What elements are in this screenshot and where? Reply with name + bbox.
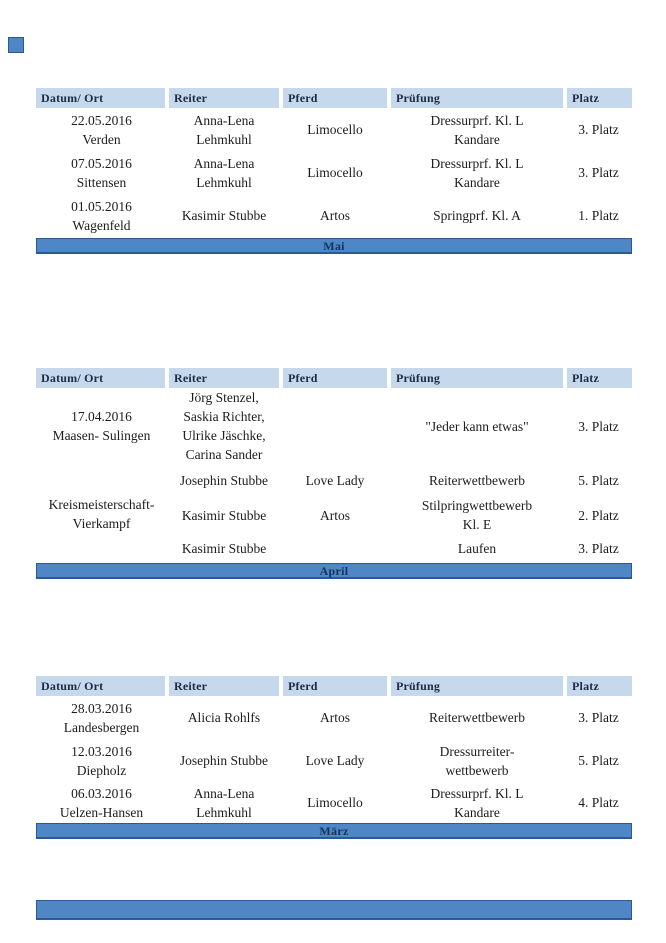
- table-cell: Anna-Lena Lehmkuhl: [193, 785, 255, 820]
- table-body: [36, 696, 632, 823]
- table-cell: Kasimir Stubbe: [181, 541, 267, 556]
- table-cell: Stilpringwettbewerb Kl. E: [421, 498, 533, 532]
- column-header: Prüfung: [389, 368, 565, 388]
- column-header: Pferd: [281, 368, 389, 388]
- table-cell: Love Lady: [305, 472, 365, 488]
- table-cell: Kasimir Stubbe: [181, 208, 267, 223]
- table-cell: Dressurprf. Kl. L Kandare: [430, 112, 524, 147]
- blue-square-decoration: [8, 37, 24, 53]
- month-banner-label: April: [319, 563, 349, 578]
- table-cell: 28.03.2016 Landesbergen: [63, 700, 140, 735]
- header-row: [36, 368, 632, 388]
- table-cell: [281, 388, 389, 464]
- table-row: [36, 739, 632, 782]
- table-cell: Anna-Lena Lehmkuhl: [193, 112, 255, 147]
- table-cell: 07.05.2016 Sittensen: [71, 155, 132, 190]
- table-cell: Dressurprf. Kl. L Kandare: [430, 155, 524, 190]
- header-row: [36, 88, 632, 108]
- results-table-april: [36, 368, 632, 563]
- table-cell: Josephin Stubbe: [179, 753, 269, 768]
- column-header: Reiter: [167, 368, 281, 388]
- table-cell: Artos: [320, 507, 350, 523]
- table-body: [36, 108, 632, 237]
- table-cell: Anna-Lena Lehmkuhl: [193, 155, 255, 190]
- table-cell: Dressurprf. Kl. L Kandare: [430, 785, 524, 820]
- column-header: Prüfung: [389, 676, 565, 696]
- table-row: [36, 782, 632, 823]
- table-cell: 1. Platz: [578, 208, 619, 223]
- header-row: [36, 676, 632, 696]
- column-header: Datum/ Ort: [36, 368, 167, 388]
- table-cell: Limocello: [307, 795, 363, 810]
- month-banner-label: März: [319, 823, 349, 838]
- table-cell: 5. Platz: [578, 753, 619, 768]
- table-cell: 4. Platz: [578, 795, 619, 810]
- column-header: Datum/ Ort: [36, 676, 167, 696]
- table-cell: [281, 534, 389, 563]
- bottom-month-bar-decoration: [36, 900, 632, 920]
- column-header: Reiter: [167, 88, 281, 108]
- month-banner-mai: [36, 238, 632, 254]
- column-header: Reiter: [167, 676, 281, 696]
- table-cell: Jörg Stenzel, Saskia Richter, Ulrike Jäschke, Carina Sander: [182, 390, 266, 462]
- table-cell: Artos: [320, 710, 350, 725]
- table-cell: Josephin Stubbe: [179, 472, 269, 488]
- month-banner-maerz: [36, 823, 632, 839]
- table-cell: Laufen: [457, 541, 497, 556]
- table-cell: 17.04.2016 Maasen- Sulingen: [52, 409, 151, 443]
- table-cell: Love Lady: [305, 753, 365, 768]
- table-row: [36, 388, 632, 464]
- column-header: Platz: [565, 368, 632, 388]
- results-section-mai: [36, 88, 632, 254]
- table-cell: Reiterwettbewerb: [429, 472, 525, 488]
- table-cell: 5. Platz: [578, 472, 619, 488]
- table-row: [36, 194, 632, 237]
- column-header: Pferd: [281, 676, 389, 696]
- results-section-april: [36, 368, 632, 579]
- results-table-mai: [36, 88, 632, 237]
- column-header: Datum/ Ort: [36, 88, 167, 108]
- table-cell: 3. Platz: [578, 418, 619, 434]
- table-cell: Springprf. Kl. A: [433, 208, 521, 223]
- column-header: Platz: [565, 88, 632, 108]
- table-cell: 3. Platz: [578, 122, 619, 137]
- table-cell: 06.03.2016 Uelzen-Hansen: [59, 785, 144, 820]
- table-cell: 22.05.2016 Verden: [71, 112, 132, 147]
- table-row: [36, 696, 632, 739]
- table-row: [36, 108, 632, 151]
- month-banner-april: [36, 563, 632, 579]
- table-cell: 01.05.2016 Wagenfeld: [71, 198, 132, 233]
- results-section-maerz: [36, 676, 632, 839]
- table-cell: Kasimir Stubbe: [181, 507, 267, 523]
- table-cell: Alicia Rohlfs: [187, 710, 261, 725]
- table-cell: 12.03.2016 Diepholz: [71, 743, 132, 778]
- table-cell: Reiterwettbewerb: [429, 710, 525, 725]
- column-header: Platz: [565, 676, 632, 696]
- table-cell: Kreismeisterschaft- Vierkampf: [48, 496, 155, 531]
- column-header: Pferd: [281, 88, 389, 108]
- table-row: [36, 464, 632, 496]
- table-cell: Limocello: [307, 122, 363, 137]
- table-cell: 2. Platz: [578, 507, 619, 523]
- table-cell: 3. Platz: [578, 165, 619, 180]
- table-cell: 3. Platz: [578, 710, 619, 725]
- table-cell: Dressurreiter- wettbewerb: [439, 743, 515, 778]
- table-body: [36, 388, 632, 563]
- table-cell: "Jeder kann etwas": [425, 418, 529, 434]
- month-banner-label: Mai: [323, 238, 345, 253]
- results-table-maerz: [36, 676, 632, 823]
- column-header: Prüfung: [389, 88, 565, 108]
- table-row: [36, 151, 632, 194]
- table-cell: Limocello: [307, 165, 363, 180]
- table-cell: Artos: [320, 208, 350, 223]
- table-header: [36, 88, 632, 108]
- table-cell: 3. Platz: [578, 541, 619, 556]
- table-header: [36, 368, 632, 388]
- table-header: [36, 676, 632, 696]
